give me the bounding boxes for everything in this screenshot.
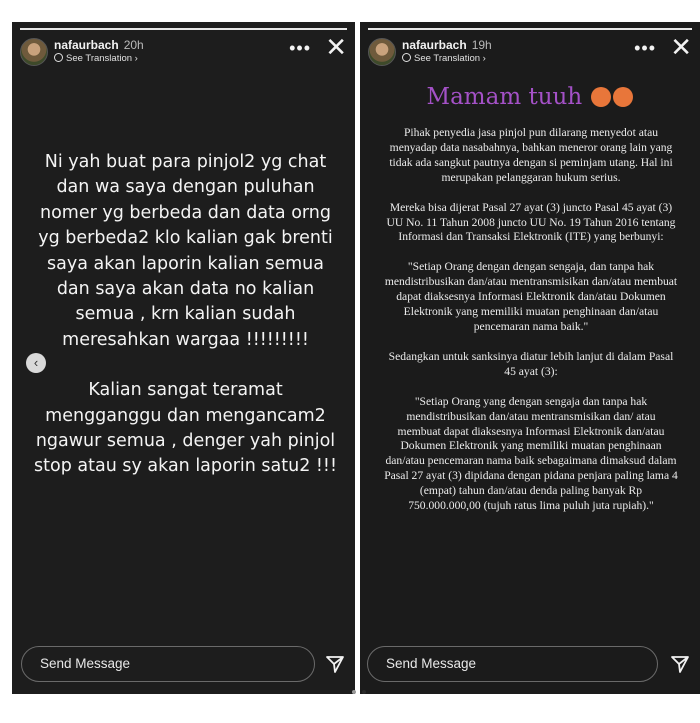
close-icon[interactable]: ✕ bbox=[670, 32, 692, 62]
username[interactable]: nafaurbach 20h bbox=[54, 38, 144, 52]
page-dot-active bbox=[362, 690, 366, 694]
username[interactable]: nafaurbach 19h bbox=[402, 38, 492, 52]
angry-face-icon bbox=[613, 87, 633, 107]
story-header bbox=[368, 34, 694, 70]
story-panel-right bbox=[360, 22, 700, 694]
send-message-input[interactable]: Send Message bbox=[367, 646, 658, 682]
send-message-input[interactable]: Send Message bbox=[21, 646, 315, 682]
more-options-icon[interactable]: ••• bbox=[634, 38, 656, 58]
see-translation-link[interactable]: See Translation › bbox=[54, 53, 138, 64]
angry-face-icon bbox=[591, 87, 611, 107]
page-dot bbox=[352, 690, 356, 694]
avatar[interactable] bbox=[20, 38, 48, 66]
story-paragraph: Kalian sangat teramat mengganggu dan mengancam2 ngawur semua , denger yah pinjol stop atau sy akan laporin satu2 !!! bbox=[34, 380, 337, 477]
see-translation-link[interactable]: See Translation › bbox=[402, 53, 486, 64]
article-paragraph: "Setiap Orang yang dengan sengaja dan tanpa hak mendistribusikan dan/atau mentransmisikan dan/ atau membuat dapat diaksesnya Informasi Elektronik dan/atau Dokumen Elektronik yang memiliki muatan penghinaan dan/atau pencemaran nama baik sebagaimana dimaksud dalam Pasal 27 ayat (3) dipidana dengan pidana penjara paling lama 4 (empat) tahun dan/atau denda paling banyak Rp 750.000.000,00 (tujuh ratus lima puluh juta rupiah)." bbox=[384, 394, 678, 513]
globe-icon bbox=[54, 53, 63, 62]
story-title: Mamam tuuh bbox=[360, 84, 700, 110]
chevron-left-icon[interactable]: ‹ bbox=[26, 353, 46, 373]
story-paragraph: Ni yah buat para pinjol2 yg chat dan wa saya dengan puluhan nomer yg berbeda dan data orng yg berbeda2 klo kalian gak brenti saya akan laporin kalian semua dan saya akan data no kalian semua , krn kalian sudah meresahkan wargaa !!!!!!!!! bbox=[38, 152, 333, 350]
story-text bbox=[30, 150, 341, 505]
article-paragraph: Sedangkan untuk sanksinya diatur lebih lanjut di dalam Pasal 45 ayat (3): bbox=[388, 349, 674, 378]
more-options-icon[interactable]: ••• bbox=[289, 38, 311, 58]
post-time: 20h bbox=[123, 38, 144, 52]
globe-icon bbox=[402, 53, 411, 62]
article-paragraph: Pihak penyedia jasa pinjol pun dilarang menyedot atau menyadap data nasabahnya, bahkan meneror orang lain yang tidak ada sangkut pautnya dengan si peminjam utang. Hal ini merupakan pelanggaran hukum serius. bbox=[389, 126, 673, 184]
story-header bbox=[20, 34, 349, 70]
story-panel-left bbox=[12, 22, 355, 694]
close-icon[interactable]: ✕ bbox=[325, 32, 347, 62]
article-text bbox=[384, 126, 678, 529]
send-icon[interactable] bbox=[670, 654, 690, 674]
post-time: 19h bbox=[471, 38, 492, 52]
article-paragraph: "Setiap Orang dengan dengan sengaja, dan tanpa hak mendistribusikan dan/atau mentransmisikan dan/atau membuat dapat diaksesnya Informasi Elektronik dan/atau Dokumen Elektronik yang memiliki muatan penghinaan dan/atau pencemaran nama baik." bbox=[384, 260, 678, 333]
avatar[interactable] bbox=[368, 38, 396, 66]
article-paragraph: Mereka bisa dijerat Pasal 27 ayat (3) juncto Pasal 45 ayat (3) UU No. 11 Tahun 2008 juncto UU No. 19 Tahun 2016 tentang Informasi dan Transaksi Elektronik (ITE) yang berbunyi: bbox=[386, 200, 676, 244]
story-progress-bar bbox=[368, 28, 692, 30]
send-icon[interactable] bbox=[325, 654, 345, 674]
story-page-dots bbox=[350, 690, 374, 698]
story-progress-bar bbox=[20, 28, 347, 30]
